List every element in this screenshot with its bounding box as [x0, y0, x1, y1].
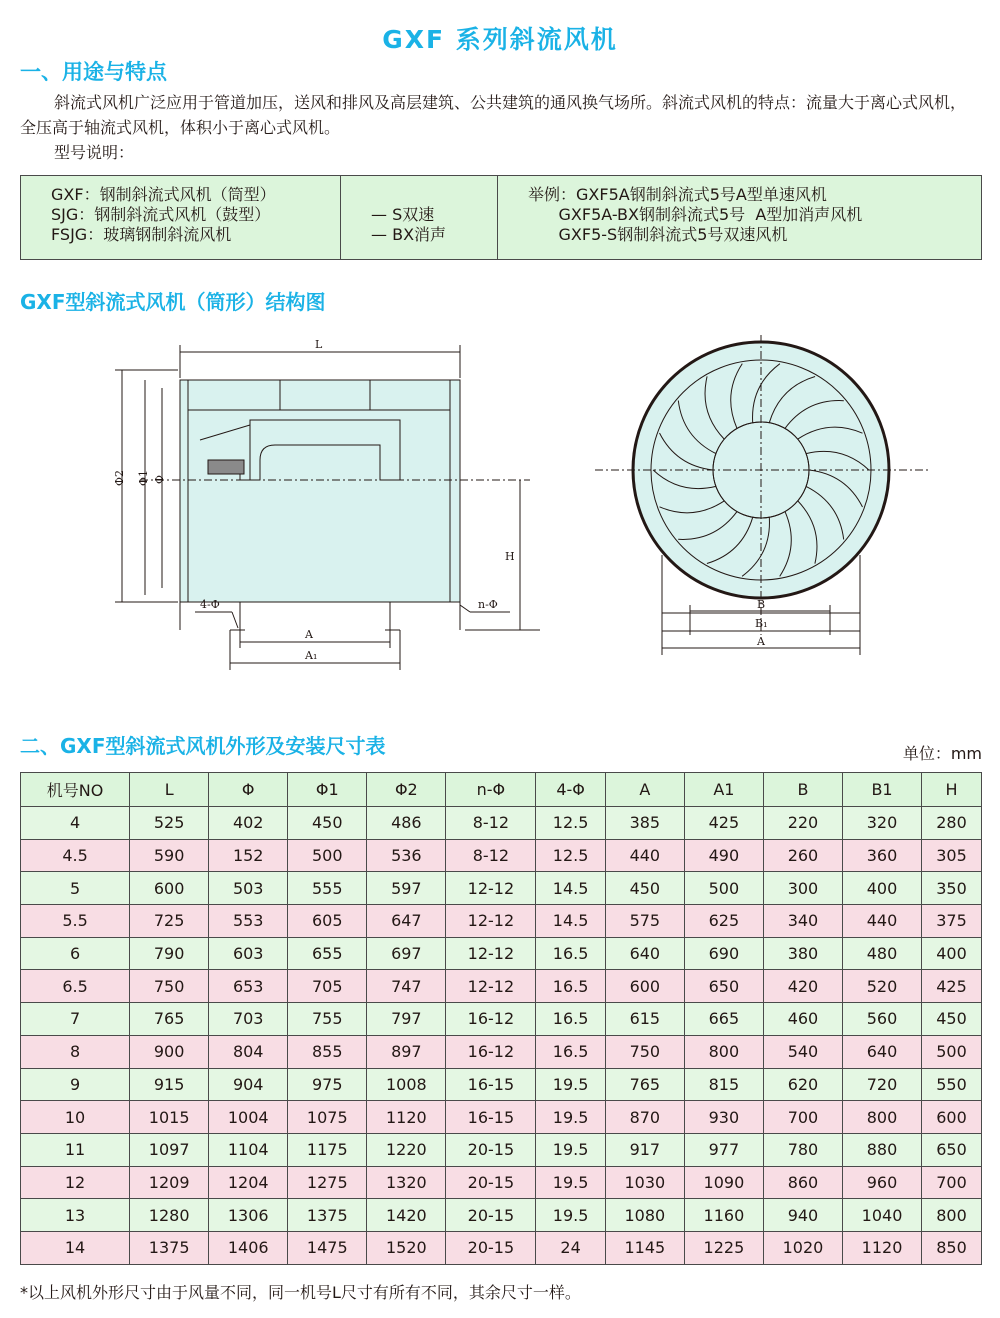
table-cell: 10	[21, 1101, 130, 1134]
table-cell: 450	[288, 807, 367, 840]
table-cell: 8-12	[446, 839, 536, 872]
table-cell: 790	[130, 937, 209, 970]
table-cell: 280	[922, 807, 982, 840]
table-cell: 870	[605, 1101, 684, 1134]
suffix-line: — S双速	[371, 205, 435, 224]
table-cell: 540	[763, 1035, 842, 1068]
table-cell: 553	[209, 905, 288, 938]
table-cell: 20-15	[446, 1199, 536, 1232]
table-cell: 550	[922, 1068, 982, 1101]
table-row	[21, 872, 982, 905]
model-label: 型号说明：	[54, 143, 135, 162]
table-cell: 16-15	[446, 1101, 536, 1134]
table-header-cell: Φ2	[367, 773, 446, 807]
table-cell: 977	[684, 1133, 763, 1166]
table-cell: 486	[367, 807, 446, 840]
table-cell: 500	[288, 839, 367, 872]
table-cell: 750	[130, 970, 209, 1003]
table-cell: 16.5	[536, 1003, 605, 1036]
table-cell: 600	[922, 1101, 982, 1134]
table-cell: 690	[684, 937, 763, 970]
table-header-cell: n-Φ	[446, 773, 536, 807]
table-cell: 1204	[209, 1166, 288, 1199]
table-cell: 1040	[843, 1199, 922, 1232]
table-cell: 450	[922, 1003, 982, 1036]
table-cell: 1015	[130, 1101, 209, 1134]
table-cell: 860	[763, 1166, 842, 1199]
table-cell: 700	[763, 1101, 842, 1134]
dim-label-phi2: Φ2	[113, 469, 126, 486]
table-cell: 12	[21, 1166, 130, 1199]
example-line: GXF5-S钢制斜流式5号双速风机	[528, 225, 788, 244]
table-cell: 615	[605, 1003, 684, 1036]
table-cell: 850	[922, 1231, 982, 1264]
table-cell: 650	[684, 970, 763, 1003]
table-cell: 6	[21, 937, 130, 970]
table-cell: 625	[684, 905, 763, 938]
table-cell: 1175	[288, 1133, 367, 1166]
table-cell: 605	[288, 905, 367, 938]
table-cell: 12-12	[446, 970, 536, 1003]
table-cell: 12.5	[536, 807, 605, 840]
table-cell: 750	[605, 1035, 684, 1068]
table-cell: 536	[367, 839, 446, 872]
table-row	[21, 1003, 982, 1036]
dim-label-L: L	[315, 338, 323, 351]
table-row	[21, 1068, 982, 1101]
table-header-cell: A	[605, 773, 684, 807]
table-cell: 640	[843, 1035, 922, 1068]
table-cell: 915	[130, 1068, 209, 1101]
table-cell: 8	[21, 1035, 130, 1068]
model-description-box	[20, 175, 982, 260]
table-header-cell: B1	[843, 773, 922, 807]
table-cell: 5.5	[21, 905, 130, 938]
table-row	[21, 1231, 982, 1264]
table-cell: 597	[367, 872, 446, 905]
page-title: GXF 系列斜流风机	[382, 25, 618, 54]
table-cell: 525	[130, 807, 209, 840]
table-cell: 11	[21, 1133, 130, 1166]
table-cell: 1275	[288, 1166, 367, 1199]
table-cell: 402	[209, 807, 288, 840]
table-row	[21, 1133, 982, 1166]
model-type-column	[21, 176, 341, 259]
table-cell: 1220	[367, 1133, 446, 1166]
table-cell: 765	[605, 1068, 684, 1101]
table-header-cell: B	[763, 773, 842, 807]
table-cell: 1420	[367, 1199, 446, 1232]
dim-label-A: A	[305, 628, 313, 641]
table-cell: 917	[605, 1133, 684, 1166]
table-cell: 350	[922, 872, 982, 905]
table-cell: 450	[605, 872, 684, 905]
table-cell: 855	[288, 1035, 367, 1068]
table-cell: 720	[843, 1068, 922, 1101]
table-cell: 1120	[367, 1101, 446, 1134]
table-cell: 1075	[288, 1101, 367, 1134]
table-row	[21, 807, 982, 840]
table-cell: 1306	[209, 1199, 288, 1232]
table-cell: 797	[367, 1003, 446, 1036]
table-cell: 703	[209, 1003, 288, 1036]
table-cell: 1320	[367, 1166, 446, 1199]
dim-label-4phi: 4-Φ	[200, 598, 220, 611]
dim-label-phi: Φ	[153, 474, 166, 484]
table-cell: 975	[288, 1068, 367, 1101]
table-cell: 603	[209, 937, 288, 970]
table-cell: 19.5	[536, 1101, 605, 1134]
table-cell: 300	[763, 872, 842, 905]
table-cell: 12-12	[446, 872, 536, 905]
usage-paragraph: 斜流式风机广泛应用于管道加压，送风和排风及高层建筑、公共建筑的通风换气场所。斜流式风机的特点：流量大于离心式风机，全压高于轴流式风机，体积小于离心式风机。	[20, 93, 967, 137]
section-heading-structure: GXF型斜流式风机（筒形）结构图	[20, 290, 326, 314]
table-cell: 1160	[684, 1199, 763, 1232]
table-cell: 19.5	[536, 1133, 605, 1166]
table-header-cell: 4-Φ	[536, 773, 605, 807]
table-cell: 1520	[367, 1231, 446, 1264]
dimension-table	[20, 772, 982, 1265]
table-cell: 804	[209, 1035, 288, 1068]
table-cell: 420	[763, 970, 842, 1003]
table-cell: 16.5	[536, 970, 605, 1003]
table-cell: 4	[21, 807, 130, 840]
table-cell: 12-12	[446, 937, 536, 970]
table-cell: 940	[763, 1199, 842, 1232]
table-cell: 653	[209, 970, 288, 1003]
table-cell: 1020	[763, 1231, 842, 1264]
dim-label-H: H	[505, 550, 515, 563]
dim-label-B: B	[757, 598, 766, 611]
table-cell: 655	[288, 937, 367, 970]
table-cell: 500	[684, 872, 763, 905]
table-cell: 6.5	[21, 970, 130, 1003]
table-cell: 9	[21, 1068, 130, 1101]
table-cell: 375	[922, 905, 982, 938]
table-cell: 380	[763, 937, 842, 970]
example-line: 举例：GXF5A钢制斜流式5号A型单速风机	[528, 185, 827, 204]
table-cell: 800	[843, 1101, 922, 1134]
table-cell: 440	[843, 905, 922, 938]
model-suffix-column	[341, 176, 498, 259]
table-cell: 440	[605, 839, 684, 872]
table-cell: 460	[763, 1003, 842, 1036]
table-cell: 700	[922, 1166, 982, 1199]
table-cell: 20-15	[446, 1133, 536, 1166]
table-cell: 1090	[684, 1166, 763, 1199]
unit-label: 单位：mm	[902, 744, 982, 763]
table-cell: 14.5	[536, 905, 605, 938]
table-cell: 305	[922, 839, 982, 872]
table-cell: 5	[21, 872, 130, 905]
table-row	[21, 1166, 982, 1199]
table-cell: 152	[209, 839, 288, 872]
table-header-cell: A1	[684, 773, 763, 807]
table-row	[21, 839, 982, 872]
dim-label-A-front: A	[757, 635, 765, 648]
table-cell: 500	[922, 1035, 982, 1068]
table-cell: 1475	[288, 1231, 367, 1264]
table-cell: 1080	[605, 1199, 684, 1232]
suffix-line: — BX消声	[371, 225, 447, 244]
table-cell: 620	[763, 1068, 842, 1101]
table-cell: 930	[684, 1101, 763, 1134]
table-cell: 385	[605, 807, 684, 840]
table-cell: 425	[922, 970, 982, 1003]
table-cell: 320	[843, 807, 922, 840]
model-line: GXF：钢制斜流式风机（筒型）	[51, 185, 276, 204]
table-cell: 575	[605, 905, 684, 938]
table-cell: 560	[843, 1003, 922, 1036]
table-cell: 1406	[209, 1231, 288, 1264]
table-cell: 4.5	[21, 839, 130, 872]
table-cell: 14	[21, 1231, 130, 1264]
table-header-cell: Φ1	[288, 773, 367, 807]
table-cell: 16-15	[446, 1068, 536, 1101]
table-cell: 650	[922, 1133, 982, 1166]
table-cell: 13	[21, 1199, 130, 1232]
dim-label-A1: A₁	[305, 649, 318, 662]
table-cell: 1145	[605, 1231, 684, 1264]
table-row	[21, 970, 982, 1003]
table-cell: 665	[684, 1003, 763, 1036]
table-cell: 705	[288, 970, 367, 1003]
table-cell: 904	[209, 1068, 288, 1101]
table-cell: 747	[367, 970, 446, 1003]
front-view-drawing	[590, 335, 990, 655]
table-cell: 960	[843, 1166, 922, 1199]
table-cell: 19.5	[536, 1199, 605, 1232]
table-row	[21, 937, 982, 970]
table-cell: 12-12	[446, 905, 536, 938]
table-cell: 1280	[130, 1199, 209, 1232]
table-cell: 7	[21, 1003, 130, 1036]
table-cell: 1209	[130, 1166, 209, 1199]
table-cell: 880	[843, 1133, 922, 1166]
table-cell: 503	[209, 872, 288, 905]
table-cell: 16-12	[446, 1035, 536, 1068]
table-cell: 1225	[684, 1231, 763, 1264]
table-header-row	[21, 773, 982, 807]
table-cell: 1104	[209, 1133, 288, 1166]
table-cell: 16.5	[536, 937, 605, 970]
table-cell: 20-15	[446, 1166, 536, 1199]
table-cell: 647	[367, 905, 446, 938]
table-cell: 480	[843, 937, 922, 970]
side-view-drawing	[100, 330, 560, 675]
table-cell: 360	[843, 839, 922, 872]
table-cell: 800	[922, 1199, 982, 1232]
table-header-cell: L	[130, 773, 209, 807]
footnote: *以上风机外形尺寸由于风量不同，同一机号L尺寸有所有不同，其余尺寸一样。	[20, 1283, 581, 1302]
table-cell: 12.5	[536, 839, 605, 872]
table-cell: 1004	[209, 1101, 288, 1134]
table-header-cell: H	[922, 773, 982, 807]
table-cell: 1375	[288, 1199, 367, 1232]
table-cell: 590	[130, 839, 209, 872]
table-cell: 340	[763, 905, 842, 938]
table-cell: 755	[288, 1003, 367, 1036]
table-body	[21, 807, 982, 1265]
dim-label-nphi: n-Φ	[478, 598, 498, 611]
table-cell: 520	[843, 970, 922, 1003]
table-cell: 1097	[130, 1133, 209, 1166]
dim-label-B1: B₁	[755, 617, 768, 630]
dim-label-phi1: Φ1	[137, 469, 150, 486]
table-cell: 400	[922, 937, 982, 970]
table-cell: 600	[605, 970, 684, 1003]
table-cell: 640	[605, 937, 684, 970]
model-example-column	[498, 176, 981, 259]
model-line: FSJG：玻璃钢制斜流风机	[51, 225, 232, 244]
section-heading-usage: 一、用途与特点	[20, 60, 167, 84]
table-cell: 19.5	[536, 1068, 605, 1101]
table-header-cell: Φ	[209, 773, 288, 807]
table-cell: 800	[684, 1035, 763, 1068]
table-cell: 16-12	[446, 1003, 536, 1036]
section-heading-dimensions: 二、GXF型斜流式风机外形及安装尺寸表	[20, 734, 386, 758]
table-cell: 220	[763, 807, 842, 840]
table-cell: 400	[843, 872, 922, 905]
table-cell: 815	[684, 1068, 763, 1101]
table-cell: 1030	[605, 1166, 684, 1199]
table-cell: 725	[130, 905, 209, 938]
table-row	[21, 1035, 982, 1068]
example-line: GXF5A-BX钢制斜流式5号 A型加消声风机	[528, 205, 863, 224]
table-cell: 260	[763, 839, 842, 872]
table-cell: 600	[130, 872, 209, 905]
table-cell: 8-12	[446, 807, 536, 840]
table-cell: 16.5	[536, 1035, 605, 1068]
table-row	[21, 905, 982, 938]
table-cell: 765	[130, 1003, 209, 1036]
table-cell: 1008	[367, 1068, 446, 1101]
model-line: SJG：钢制斜流式风机（鼓型）	[51, 205, 271, 224]
table-row	[21, 1199, 982, 1232]
table-cell: 24	[536, 1231, 605, 1264]
table-header-cell: 机号NO	[21, 773, 130, 807]
table-cell: 425	[684, 807, 763, 840]
table-cell: 490	[684, 839, 763, 872]
table-cell: 14.5	[536, 872, 605, 905]
table-cell: 1120	[843, 1231, 922, 1264]
table-cell: 1375	[130, 1231, 209, 1264]
table-cell: 780	[763, 1133, 842, 1166]
table-cell: 20-15	[446, 1231, 536, 1264]
table-cell: 897	[367, 1035, 446, 1068]
table-cell: 555	[288, 872, 367, 905]
table-cell: 900	[130, 1035, 209, 1068]
table-cell: 697	[367, 937, 446, 970]
table-row	[21, 1101, 982, 1134]
table-cell: 19.5	[536, 1166, 605, 1199]
